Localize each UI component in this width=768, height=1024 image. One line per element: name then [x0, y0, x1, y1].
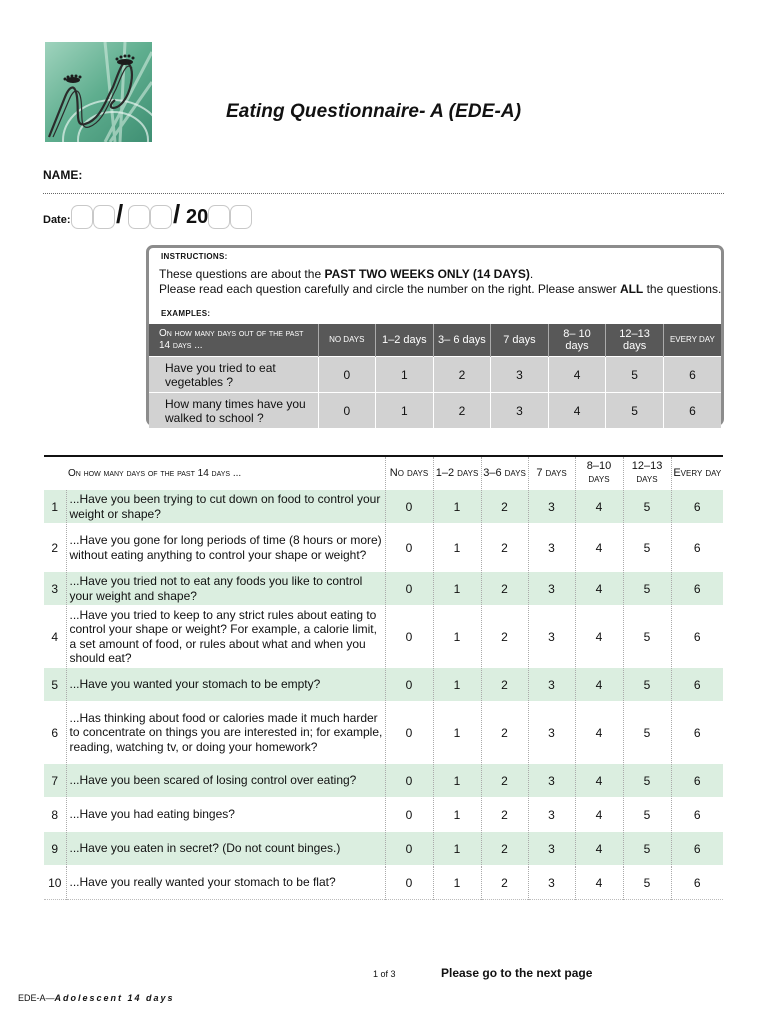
questionnaire-col-header: 3–6 days [481, 456, 528, 490]
answer-option[interactable]: 1 [433, 866, 481, 900]
question-text: ...Have you gone for long periods of time (8 hours or more) without eating anything to control your shape or weight? [66, 524, 385, 572]
questionnaire-col-header: No days [385, 456, 433, 490]
date-year-box-2[interactable] [230, 205, 252, 229]
example-score[interactable]: 4 [548, 357, 606, 393]
questionnaire-table [44, 455, 723, 900]
examples-col-header: 12–13 days [606, 324, 664, 357]
question-number: 5 [44, 668, 66, 702]
answer-option[interactable]: 1 [433, 572, 481, 606]
date-century: 20 [186, 206, 209, 228]
questionnaire-header-question: On how many days of the past 14 days ... [44, 456, 385, 490]
example-score[interactable]: 6 [663, 393, 721, 429]
question-row [44, 702, 723, 764]
date-year-box-1[interactable] [208, 205, 230, 229]
answer-option[interactable]: 4 [575, 866, 623, 900]
question-row [44, 764, 723, 798]
question-number: 2 [44, 524, 66, 572]
questionnaire-header-row [44, 456, 723, 490]
answer-option[interactable]: 4 [575, 524, 623, 572]
example-score[interactable]: 1 [376, 393, 434, 429]
example-score[interactable]: 3 [491, 357, 549, 393]
date-label: Date: [43, 214, 71, 226]
example-question: Have you tried to eat vegetables ? [149, 357, 318, 393]
instructions-heading: INSTRUCTIONS: [161, 252, 228, 261]
questionnaire-col-header: Every day [671, 456, 723, 490]
answer-option[interactable]: 0 [385, 524, 433, 572]
answer-option[interactable]: 6 [671, 764, 723, 798]
examples-header-row [149, 324, 721, 357]
examples-col-header: EVERY DAY [663, 324, 721, 357]
answer-option[interactable]: 4 [575, 572, 623, 606]
answer-option[interactable]: 5 [623, 606, 671, 668]
question-text: ...Have you been trying to cut down on food to control your weight or shape? [66, 490, 385, 524]
answer-option[interactable]: 3 [528, 572, 575, 606]
answer-option[interactable]: 3 [528, 490, 575, 524]
answer-option[interactable]: 3 [528, 524, 575, 572]
answer-option[interactable]: 2 [481, 606, 528, 668]
next-page-note: Please go to the next page [441, 966, 593, 980]
answer-option[interactable]: 6 [671, 524, 723, 572]
name-field[interactable] [43, 193, 724, 194]
example-score[interactable]: 0 [318, 393, 376, 429]
answer-option[interactable]: 5 [623, 764, 671, 798]
feet-logo-icon [45, 42, 152, 142]
question-number: 6 [44, 702, 66, 764]
answer-option[interactable]: 4 [575, 668, 623, 702]
answer-option[interactable]: 0 [385, 798, 433, 832]
answer-option[interactable]: 5 [623, 702, 671, 764]
examples-col-header: 8– 10 days [548, 324, 606, 357]
answer-option[interactable]: 4 [575, 764, 623, 798]
answer-option[interactable]: 5 [623, 832, 671, 866]
answer-option[interactable]: 1 [433, 702, 481, 764]
example-row [149, 393, 721, 429]
answer-option[interactable]: 6 [671, 668, 723, 702]
examples-col-header: 3– 6 days [433, 324, 491, 357]
answer-option[interactable]: 5 [623, 798, 671, 832]
date-day-box-1[interactable] [71, 205, 93, 229]
answer-option[interactable]: 2 [481, 764, 528, 798]
answer-option[interactable]: 0 [385, 606, 433, 668]
answer-option[interactable]: 1 [433, 524, 481, 572]
answer-option[interactable]: 5 [623, 490, 671, 524]
answer-option[interactable]: 5 [623, 572, 671, 606]
form-code: EDE-A—Adolescent 14 days [18, 993, 175, 1003]
questionnaire-col-header: 1–2 days [433, 456, 481, 490]
date-separator: / [173, 199, 181, 229]
answer-option[interactable]: 2 [481, 866, 528, 900]
answer-option[interactable]: 2 [481, 572, 528, 606]
question-text: ...Have you tried to keep to any strict rules about eating to control your shape or weight? For example, a calorie limit, a set amount of food, or rules about what and when you should eat? [66, 606, 385, 668]
question-row [44, 668, 723, 702]
answer-option[interactable]: 2 [481, 798, 528, 832]
answer-option[interactable]: 3 [528, 668, 575, 702]
question-number: 4 [44, 606, 66, 668]
question-text: ...Have you really wanted your stomach to be flat? [66, 866, 385, 900]
answer-option[interactable]: 0 [385, 490, 433, 524]
question-number: 10 [44, 866, 66, 900]
answer-option[interactable]: 6 [671, 866, 723, 900]
question-number: 9 [44, 832, 66, 866]
answer-option[interactable]: 6 [671, 832, 723, 866]
answer-option[interactable]: 0 [385, 668, 433, 702]
question-row [44, 606, 723, 668]
example-question: How many times have you walked to school ? [149, 393, 318, 429]
example-score[interactable]: 4 [548, 393, 606, 429]
example-score[interactable]: 6 [663, 357, 721, 393]
page-number: 1 of 3 [373, 969, 396, 979]
questionnaire-col-header: 8–10 days [575, 456, 623, 490]
answer-option[interactable]: 3 [528, 832, 575, 866]
answer-option[interactable]: 0 [385, 572, 433, 606]
example-row [149, 357, 721, 393]
date-separator: / [116, 199, 124, 229]
examples-heading: EXAMPLES: [161, 309, 211, 318]
answer-option[interactable]: 0 [385, 702, 433, 764]
question-text: ...Have you eaten in secret? (Do not count binges.) [66, 832, 385, 866]
answer-option[interactable]: 1 [433, 798, 481, 832]
answer-option[interactable]: 6 [671, 606, 723, 668]
question-text: ...Has thinking about food or calories made it much harder to concentrate on things you are interested in; for example, reading, watching tv, or doing your homework? [66, 702, 385, 764]
date-month-box-2[interactable] [150, 205, 172, 229]
question-number: 7 [44, 764, 66, 798]
name-label: NAME: [43, 168, 83, 182]
answer-option[interactable]: 4 [575, 606, 623, 668]
date-month-box-1[interactable] [128, 205, 150, 229]
examples-table [149, 324, 721, 428]
answer-option[interactable]: 1 [433, 764, 481, 798]
answer-option[interactable]: 2 [481, 490, 528, 524]
answer-option[interactable]: 2 [481, 524, 528, 572]
example-score[interactable]: 5 [606, 357, 664, 393]
questionnaire-col-header: 7 days [528, 456, 575, 490]
question-row [44, 524, 723, 572]
question-row [44, 798, 723, 832]
answer-option[interactable]: 1 [433, 490, 481, 524]
question-row [44, 572, 723, 606]
example-score[interactable]: 5 [606, 393, 664, 429]
question-text: ...Have you wanted your stomach to be empty? [66, 668, 385, 702]
answer-option[interactable]: 0 [385, 866, 433, 900]
examples-col-header: 7 days [491, 324, 549, 357]
answer-option[interactable]: 3 [528, 702, 575, 764]
question-row [44, 866, 723, 900]
question-number: 3 [44, 572, 66, 606]
answer-option[interactable]: 4 [575, 832, 623, 866]
page-title: Eating Questionnaire- A (EDE-A) [226, 101, 522, 122]
question-number: 8 [44, 798, 66, 832]
answer-option[interactable]: 1 [433, 606, 481, 668]
example-score[interactable]: 2 [433, 357, 491, 393]
answer-option[interactable]: 5 [623, 668, 671, 702]
answer-option[interactable]: 3 [528, 606, 575, 668]
answer-option[interactable]: 6 [671, 798, 723, 832]
answer-option[interactable]: 4 [575, 798, 623, 832]
answer-option[interactable]: 6 [671, 702, 723, 764]
question-row [44, 832, 723, 866]
question-row [44, 490, 723, 524]
answer-option[interactable]: 0 [385, 764, 433, 798]
example-score[interactable]: 1 [376, 357, 434, 393]
answer-option[interactable]: 6 [671, 490, 723, 524]
instructions-box [146, 245, 724, 426]
answer-option[interactable]: 2 [481, 832, 528, 866]
answer-option[interactable]: 3 [528, 866, 575, 900]
answer-option[interactable]: 2 [481, 702, 528, 764]
instructions-line-1: These questions are about the PAST TWO WEEKS ONLY (14 DAYS). [159, 267, 534, 281]
questionnaire-col-header: 12–13 days [623, 456, 671, 490]
answer-option[interactable]: 1 [433, 832, 481, 866]
instructions-line-2: Please read each question carefully and circle the number on the right. Please answer ALL the questions. [159, 282, 722, 296]
date-day-box-2[interactable] [93, 205, 115, 229]
example-score[interactable]: 3 [491, 393, 549, 429]
question-text: ...Have you been scared of losing control over eating? [66, 764, 385, 798]
answer-option[interactable]: 4 [575, 490, 623, 524]
answer-option[interactable]: 6 [671, 572, 723, 606]
answer-option[interactable]: 0 [385, 832, 433, 866]
answer-option[interactable]: 4 [575, 702, 623, 764]
answer-option[interactable]: 3 [528, 798, 575, 832]
answer-option[interactable]: 5 [623, 866, 671, 900]
answer-option[interactable]: 2 [481, 668, 528, 702]
examples-col-header: 1–2 days [376, 324, 434, 357]
example-score[interactable]: 2 [433, 393, 491, 429]
question-text: ...Have you had eating binges? [66, 798, 385, 832]
answer-option[interactable]: 1 [433, 668, 481, 702]
examples-col-header: NO DAYS [318, 324, 376, 357]
example-score[interactable]: 0 [318, 357, 376, 393]
answer-option[interactable]: 3 [528, 764, 575, 798]
question-number: 1 [44, 490, 66, 524]
examples-header-question: On how many days out of the past 14 days ... [149, 324, 318, 357]
answer-option[interactable]: 5 [623, 524, 671, 572]
question-text: ...Have you tried not to eat any foods you like to control your weight and shape? [66, 572, 385, 606]
